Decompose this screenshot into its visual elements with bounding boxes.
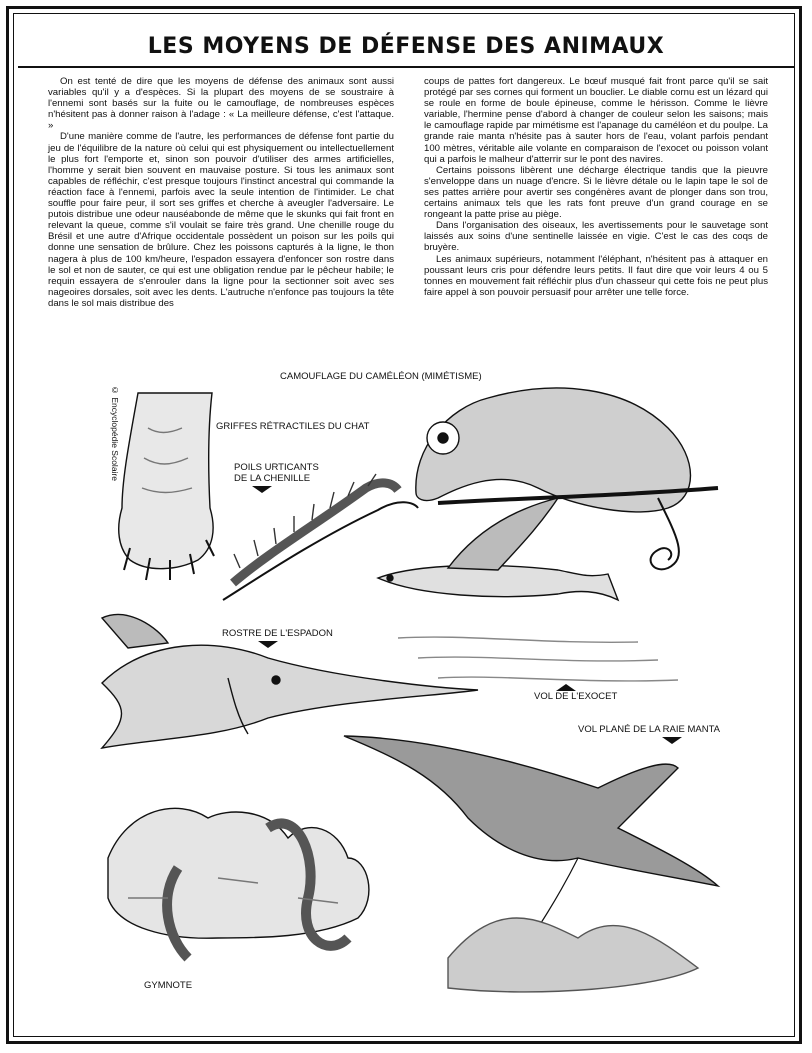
label-caterpillar xyxy=(234,462,319,493)
label-manta-text: VOL PLANÉ DE LA RAIE MANTA xyxy=(578,724,721,735)
paragraph: D'une manière comme de l'autre, les performances de défense font partie du jeu de l'équilibre de la nature où celui qui est physiquement ou intellectuellement le plus fort l'emporte et, sinon son pouvoir d'utiliser des armes artificielles, l'homme y serait bien souvent en mauvaise posture. Si tous les animaux sont capables de réfléchir, c'est presque toujours l'instinct ancestral qui commande la réaction face à l'ennemi, parfois avec la seule intention de l'intimider. Le chat souffle pour faire peur, il sort ses griffes et cherche à aveugler l'adversaire. Le putois distribue une odeur nauséabonde de même que le skunks qui fait front en relevant la queue, comme s'il voulait se faire très grand. Une chenille rouge du Brésil et une autre d'Afrique occidentale possèdent un poison sur les poils qui donne une sensation de brûlure. Chez les poissons capturés à la ligne, le thon nagera à plus de 100 km/heure, l'espadon essayera d'enfoncer son rostre dans le sol et non de sauter, ce qui est une obligation rendue par le pêcheur habile; le requin essayera de s'enrouler dans la ligne pour la sectionner soit avec ses nageoires dorsales, soit avec les dents. L'autruche n'enfonce pas toujours la tête dans le sol mais distribue des xyxy=(48,131,394,309)
illustration-drawing xyxy=(18,338,794,1033)
illustration-panel xyxy=(18,338,794,1033)
paragraph: Dans l'organisation des oiseaux, les avertissements pour le sauvetage sont laissés aux soins d'une sentinelle laissée en vigie. C'est le cas des coqs de bruyère. xyxy=(424,220,768,254)
page-title: LES MOYENS DE DÉFENSE DES ANIMAUX xyxy=(147,34,665,59)
label-swordfish xyxy=(222,628,333,648)
label-flying-fish-text: VOL DE L'EXOCET xyxy=(534,691,618,702)
chameleon-illustration xyxy=(416,388,718,569)
label-chameleon: CAMOUFLAGE DU CAMÉLÉON (MIMÉTISME) xyxy=(280,371,482,382)
gymnote-illustration xyxy=(108,808,369,958)
label-gymnote: GYMNOTE xyxy=(144,980,193,991)
label-flying-fish xyxy=(534,682,617,702)
label-manta xyxy=(578,724,720,744)
paragraph: On est tenté de dire que les moyens de défense des animaux sont aussi variables qu'il y a d'espèces. Si la plupart des moyens de se soustraire à l'ennemi sont basés sur la fuite ou le camouflage, de nombreuses espèces n'hésitent pas à donner raison à l'adage : « La meilleure défense, c'est l'attaque. » xyxy=(48,76,394,132)
pointer-arrow xyxy=(662,737,682,744)
paragraph: coups de pattes fort dangereux. Le bœuf musqué fait front parce qu'il se sait protégé par ses cornes qui forment un bouclier. Le diable cornu est un lézard qui se roule en forme de boule épineuse, comme le hérisson. Comme le lièvre variable, l'hermine pense d'abord à changer de couleur selon les saisons; mais le camouflage rapide par mimétisme est l'apanage du caméléon et du poulpe. La grande raie manta n'hésite pas à sauter hors de l'eau, volant parfois pendant 100 mètres, véritable aile volante en comparaison de l'exocet ou poisson volant qui a parfois le malheur d'atterrir sur le pont des navires. xyxy=(424,76,768,165)
pointer-arrow xyxy=(252,486,272,493)
label-swordfish-text: ROSTRE DE L'ESPADON xyxy=(222,628,333,639)
pointer-arrow xyxy=(258,641,278,648)
text-column-left xyxy=(48,76,394,309)
copyright-notice: © Encyclopédie Scolaire xyxy=(110,385,120,481)
label-cat: GRIFFES RÉTRACTILES DU CHAT xyxy=(216,421,370,432)
title-divider xyxy=(18,66,794,68)
pointer-arrow xyxy=(556,684,576,691)
label-caterpillar-line-2: DE LA CHENILLE xyxy=(234,473,311,484)
cat-paw-illustration xyxy=(119,393,214,580)
paragraph: Les animaux supérieurs, notamment l'éléphant, n'hésitent pas à attaquer en poussant leurs cris pour défendre leurs petits. Il faut dire que voir leurs 4 ou 5 tonnes en mouvement fait réfléchir plus d'un chasseur qui cette fois ne peut plus faire appel à son pouvoir persuasif pour arrêter une telle force. xyxy=(424,253,768,298)
label-caterpillar-line-1: POILS URTICANTS xyxy=(234,462,319,473)
paragraph: Certains poissons libèrent une décharge électrique tandis que la pieuvre s'enveloppe dans un nuage d'encre. Si le lièvre détale ou le lapin tape le sol de ses pattes arrière pour avertir ses congénères avant de plonger dans son trou, certains animaux tels que les rats font preuve d'un grand courage en se rongeant la patte prise au piège. xyxy=(424,164,768,221)
text-column-right xyxy=(424,76,768,298)
flying-fish-illustration xyxy=(378,498,618,600)
